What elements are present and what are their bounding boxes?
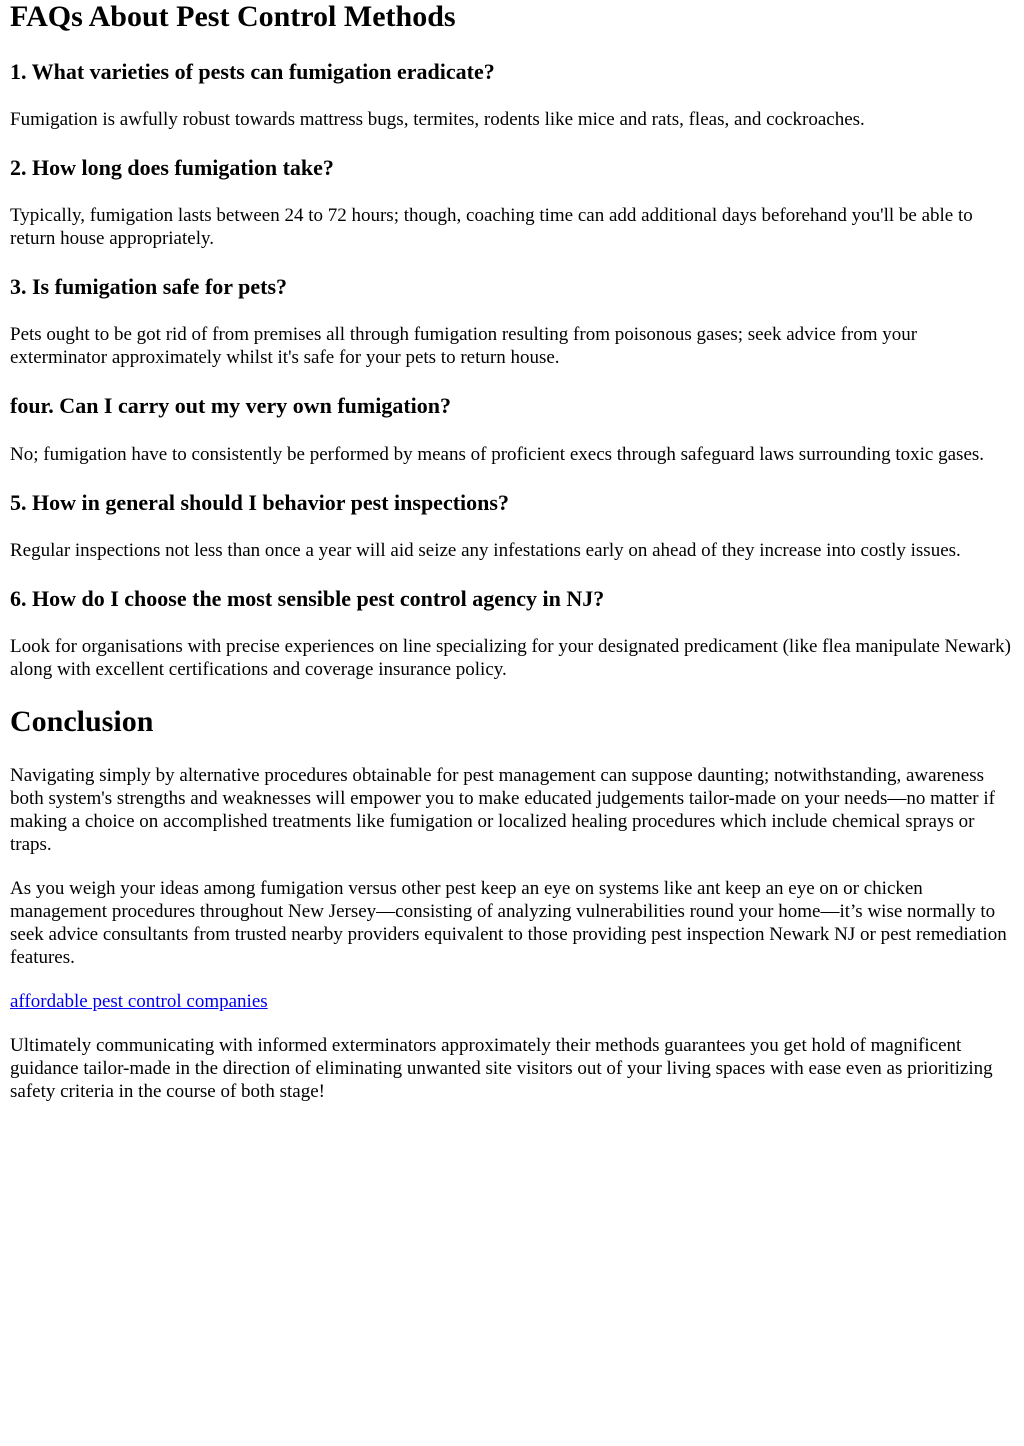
faq-question: 5. How in general should I behavior pest inspections? — [10, 489, 509, 515]
faq-item-1 — [10, 59, 1014, 131]
faq-item-3 — [10, 274, 1014, 369]
faq-item-2 — [10, 155, 1014, 250]
conclusion-heading: Conclusion — [10, 705, 154, 739]
faq-answer: No; fumigation have to consistently be performed by means of proficient execs through safeguard laws surrounding toxic gases. — [10, 443, 985, 465]
faq-item-4 — [10, 393, 1014, 465]
faq-answer: Typically, fumigation lasts between 24 to 72 hours; though, coaching time can add additional days beforehand you'll be able to return house appropriately. — [10, 205, 973, 250]
faq-answer: Look for organisations with precise experiences on line specializing for your designated predicament (like flea manipulate Newark) along with excellent certifications and coverage insurance policy. — [10, 636, 1012, 681]
faq-question: 1. What varieties of pests can fumigation eradicate? — [10, 58, 495, 84]
conclusion-link-paragraph — [10, 990, 1014, 1013]
faq-answer: Regular inspections not less than once a year will aid seize any infestations early on ahead of they increase into costly issues. — [10, 539, 961, 561]
page-title: FAQs About Pest Control Methods — [10, 0, 456, 33]
faq-question: 3. Is fumigation safe for pets? — [10, 274, 288, 300]
faq-question: 2. How long does fumigation take? — [10, 154, 334, 180]
faq-answer: Fumigation is awfully robust towards mattress bugs, termites, rodents like mice and rats, fleas, and cockroaches. — [10, 108, 865, 130]
faq-item-6 — [10, 586, 1014, 681]
faq-answer: Pets ought to be got rid of from premises all through fumigation resulting from poisonous gases; seek advice from your exterminator approximately whilst it's safe for your pets to return house. — [10, 324, 918, 369]
conclusion-paragraph-3: Ultimately communicating with informed exterminators approximately their methods guarantees you get hold of magnificent guidance tailor-made in the direction of eliminating unwanted site visitors out of your living spaces with ease even as prioritizing safety criteria in the course of both stage! — [10, 1034, 993, 1102]
faq-question: 6. How do I choose the most sensible pest control agency in NJ? — [10, 585, 605, 611]
faq-item-5 — [10, 490, 1014, 562]
conclusion-paragraph-2: As you weigh your ideas among fumigation versus other pest keep an eye on systems like ant keep an eye on or chicken management procedures throughout New Jersey—consisting of analyzing vulnerabilities round your home—it’s wise normally to seek advice consultants from trusted nearby providers equivalent to those providing pest inspection Newark NJ or pest remediation features. — [10, 877, 1007, 968]
conclusion-paragraph-1: Navigating simply by alternative procedures obtainable for pest management can suppose daunting; notwithstanding, awareness both system's strengths and weaknesses will empower you to make educated judgements tailor-made on your needs—no matter if making a choice on accomplished treatments like fumigation or localized healing procedures which include chemical sprays or traps. — [10, 764, 995, 855]
faq-question: four. Can I carry out my very own fumigation? — [10, 393, 451, 419]
affordable-pest-control-link[interactable]: affordable pest control companies — [10, 990, 268, 1012]
